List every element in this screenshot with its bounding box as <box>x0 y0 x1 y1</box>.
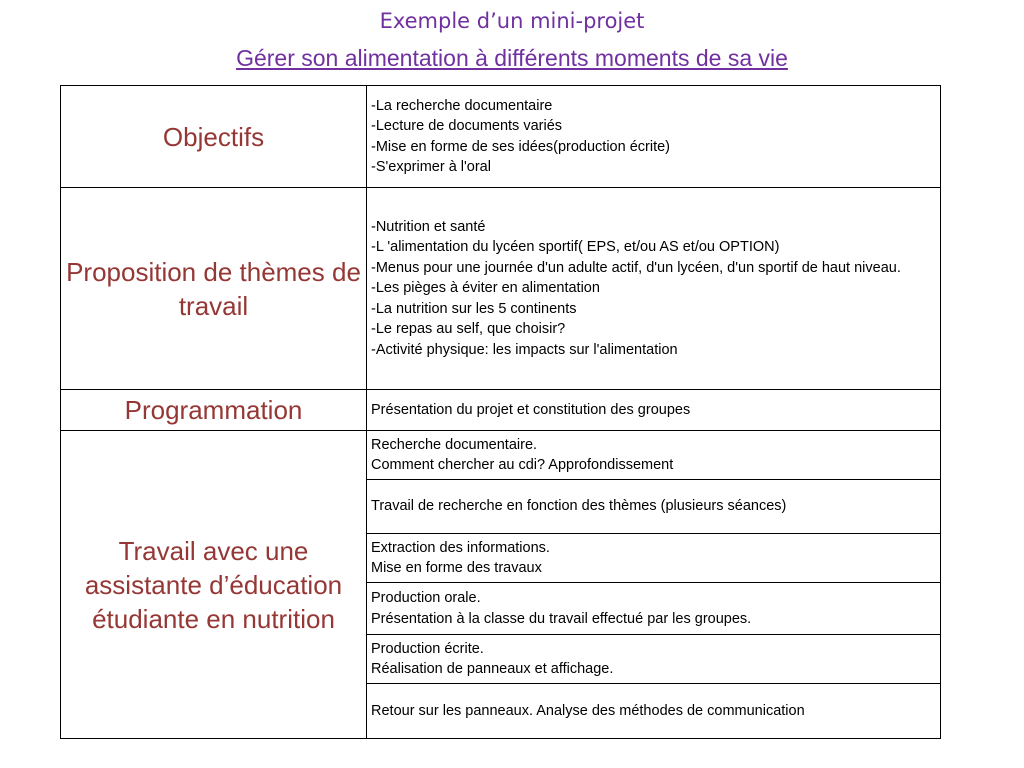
row-label-objectifs: Objectifs <box>61 86 367 188</box>
table-row <box>61 390 941 431</box>
content-line: -La recherche documentaire <box>371 97 553 114</box>
content-line: Recherche documentaire. <box>371 436 538 453</box>
content-line: -Activité physique: les impacts sur l'alimentation <box>371 341 678 358</box>
step-cell <box>367 480 941 534</box>
step-cell <box>367 431 941 480</box>
content-line: Comment chercher au cdi? Approfondissement <box>371 457 674 473</box>
content-line: Réalisation de panneaux et affichage. <box>371 661 614 677</box>
project-table <box>60 85 941 739</box>
content-line: -Menus pour une journée d'un adulte actif, d'un lycéen, d'un sportif de haut niveau. <box>371 259 901 276</box>
content-line: Travail de recherche en fonction des thèmes (plusieurs séances) <box>371 498 787 515</box>
step-cell <box>367 583 941 635</box>
content-line: -Lecture de documents variés <box>371 118 563 134</box>
content-line: -L 'alimentation du lycéen sportif( EPS, et/ou AS et/ou OPTION) <box>371 239 780 256</box>
row-label-programmation: Programmation <box>61 390 367 431</box>
row-label-themes: Proposition de thèmes de travail <box>61 188 367 390</box>
content-line: -Le repas au self, que choisir? <box>371 321 566 338</box>
content-line: -Nutrition et santé <box>371 218 486 235</box>
row-content-programmation <box>367 390 941 431</box>
content-line: -S'exprimer à l'oral <box>371 159 491 175</box>
row-content-themes <box>367 188 941 390</box>
table-row <box>61 188 941 390</box>
content-line: Production écrite. <box>371 640 484 657</box>
content-line: Présentation à la classe du travail effectué par les groupes. <box>371 610 752 627</box>
step-cell <box>367 635 941 684</box>
table-row <box>61 431 941 480</box>
content-line: Production orale. <box>371 590 481 606</box>
content-line: Présentation du projet et constitution des groupes <box>371 401 691 418</box>
content-line: -Les pièges à éviter en alimentation <box>371 280 600 297</box>
content-line: -La nutrition sur les 5 continents <box>371 300 577 317</box>
content-line: -Mise en forme de ses idées(production écrite) <box>371 138 670 155</box>
content-line: Extraction des informations. <box>371 539 550 556</box>
content-line: Retour sur les panneaux. Analyse des méthodes de communication <box>371 702 805 719</box>
slide-subtitle: Gérer son alimentation à différents moments de sa vie <box>236 45 788 71</box>
step-cell <box>367 534 941 583</box>
row-content-objectifs <box>367 86 941 188</box>
table-row <box>61 86 941 188</box>
slide-title: Exemple d’un mini-projet <box>379 9 645 33</box>
row-label-travail: Travail avec une assistante d’éducation étudiante en nutrition <box>61 431 367 739</box>
content-line: Mise en forme des travaux <box>371 560 542 576</box>
step-cell <box>367 684 941 739</box>
